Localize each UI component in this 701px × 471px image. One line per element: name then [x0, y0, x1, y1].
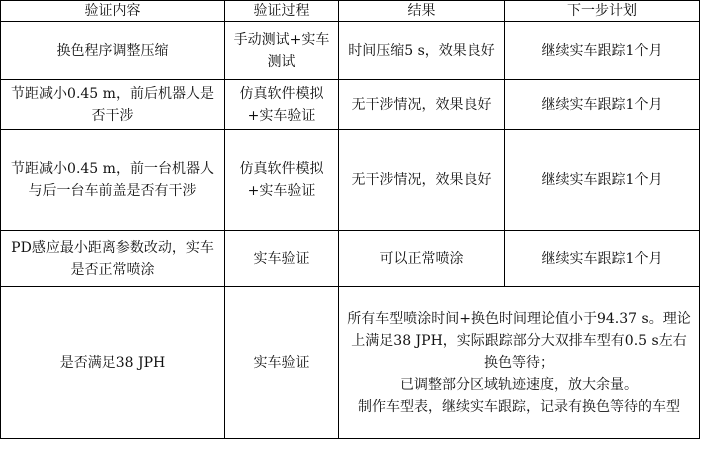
cell-process [225, 287, 339, 439]
cell-plan-text: 继续实车跟踪1个月 [541, 96, 663, 113]
cell-result [339, 231, 505, 287]
table-row [1, 22, 700, 80]
cell-content [1, 80, 225, 130]
table-row [1, 130, 700, 231]
cell-content [1, 130, 225, 231]
result-line-1: 所有车型喷涂时间+换色时间理论值小于94.37 s。理论上满足38 JPH，实际跟踪部分大双排车型有0.5 s左右换色等待； [347, 310, 691, 371]
cell-content [1, 22, 225, 80]
cell-result-text: 时间压缩5 s，效果良好 [348, 42, 495, 59]
cell-process [225, 231, 339, 287]
cell-process [225, 130, 339, 231]
cell-result [339, 22, 505, 80]
table-row [1, 231, 700, 287]
table-row [1, 80, 700, 130]
cell-process-text: 实车验证 [253, 250, 310, 267]
cell-result-multiline [339, 287, 700, 439]
header-process: 验证过程 [225, 1, 339, 22]
header-content: 验证内容 [1, 1, 225, 22]
cell-process-text: 仿真软件模拟+实车验证 [239, 85, 324, 124]
cell-content-text: 是否满足38 JPH [59, 354, 166, 371]
cell-result-text: 可以正常喷涂 [379, 250, 464, 267]
cell-content [1, 287, 225, 439]
header-result: 结果 [339, 1, 505, 22]
cell-plan [505, 231, 700, 287]
cell-plan [505, 130, 700, 231]
cell-process-text: 实车验证 [253, 354, 310, 371]
cell-content-text: PD感应最小距离参数改动，实车是否正常喷涂 [11, 239, 214, 278]
cell-result-text: 无干涉情况，效果良好 [351, 96, 492, 113]
cell-plan-text: 继续实车跟踪1个月 [541, 42, 663, 59]
cell-plan [505, 80, 700, 130]
cell-process-text: 仿真软件模拟+实车验证 [239, 161, 324, 199]
cell-plan-text: 继续实车跟踪1个月 [541, 250, 663, 267]
cell-plan-text: 继续实车跟踪1个月 [541, 172, 663, 188]
cell-plan [505, 22, 700, 80]
cell-content-text: 节距减小0.45 m，前后机器人是否干涉 [11, 85, 214, 124]
cell-process [225, 22, 339, 80]
cell-result [339, 130, 505, 231]
cell-content-text: 节距减小0.45 m，前一台机器人与后一台车前盖是否有干涉 [11, 161, 214, 199]
cell-process [225, 80, 339, 130]
cell-process-text: 手动测试+实车测试 [233, 31, 330, 70]
table-header-row [1, 1, 700, 22]
cell-content-text: 换色程序调整压缩 [56, 42, 169, 59]
cell-result [339, 80, 505, 130]
result-line-2: 已调整部分区域轨迹速度，放大余量。 [400, 376, 638, 393]
result-line-3: 制作车型表，继续实车跟踪，记录有换色等待的车型 [358, 398, 680, 415]
cell-content [1, 231, 225, 287]
header-plan: 下一步计划 [505, 1, 700, 22]
cell-result-text: 无干涉情况，效果良好 [351, 172, 492, 188]
table-row [1, 287, 700, 439]
